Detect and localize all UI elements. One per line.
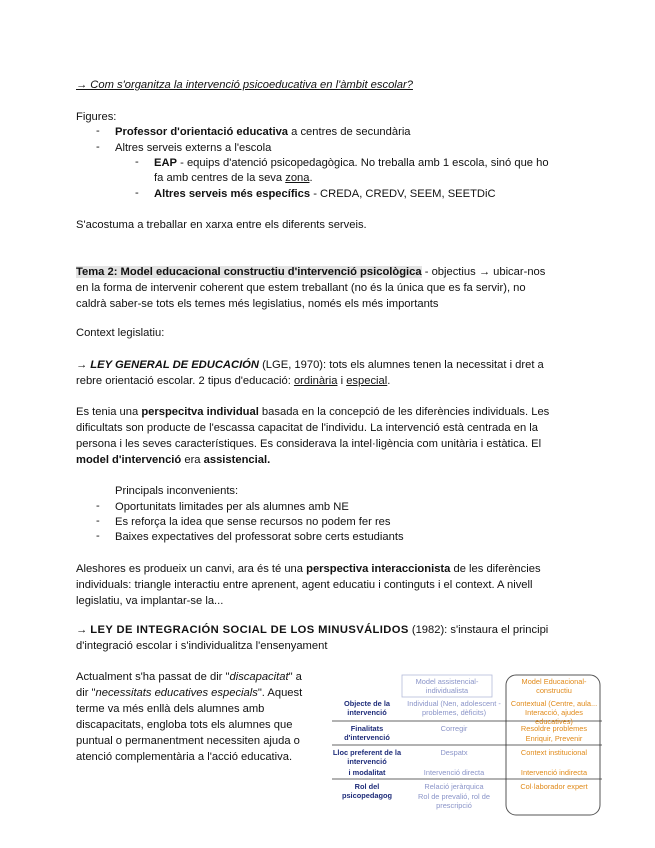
perspectiva-paragraph: Es tenia una perspecitva individual basada en la concepció de les diferències individuals. Les dificultats son producte de l'escassa capacitat de l'individu. La intervenció està centrada en la persona i les seves característiques. Es considerava la intel·ligència com unitària i estàtica. El model d'intervenció era assistencial. [76,406,550,466]
figure-item-2: Altres serveis externs a l'escola [115,142,272,154]
section-question: → Com s'organitza la intervenció psicoeducativa en l'àmbit escolar? [76,79,413,91]
figure-sub-eap-cont: fa amb centres de la seva zona. [154,172,313,184]
actual-paragraph: Actualment s'ha passat de dir "discapacitat" a dir "necessitats educatives especials". Aquest terme va més enllà dels alumnes amb discapacitats, engloba tots els alumnes que puntual o permanentment necessiten ajuda o atenció complementària a l'acció educativa. [76,671,303,763]
figures-label: Figures: [76,111,117,123]
inconvenient-item: Baixes expectatives del professorat sobre certs estudiants [115,531,404,543]
row-c1: Individual (Nen, adolescent - problemes, dèficits) [407,699,501,717]
context-label: Context legislatiu: [76,327,165,339]
row-c2: Contextual (Centre, aula... Interacció, ajudes educatives) [510,699,598,726]
figure-sub-altres: Altres serveis més específics - CREDA, CREDV, SEEM, SEETDiC [154,188,496,200]
row-c1: Relació jeràrquica [424,782,484,791]
row-label: Rol del psicopedagog [341,782,393,800]
lismi-paragraph: → LEY DE INTEGRACIÓN SOCIAL DE LOS MINUSVÁLIDOS (1982): s'instaura el principi d'integració escolar i s'individualitza l'ensenyament [76,624,549,652]
row-c1: Corregir [440,724,468,733]
bullet-dash: - [96,515,100,527]
inconvenient-item: Es reforça la idea que sense recursos no podem fer res [115,516,391,528]
row-c2: Enriquir, Prevenir [525,734,583,743]
row-c1: Despatx [440,748,468,757]
bullet-dash: - [135,187,139,199]
row-c2: Col·laborador expert [520,782,588,791]
canvi-paragraph: Aleshores es produeix un canvi, ara és té una perspectiva interaccionista de les diferències individuals: triangle interactiu entre aprenent, agent educatiu i continguts i el context. A nivell legislatiu, va implantar-se la... [76,563,541,607]
figure-item-1: Professor d'orientació educativa a centres de secundària [115,126,411,138]
bullet-dash: - [96,500,100,512]
inconvenients-title: Principals inconvenients: [115,485,239,497]
model-comparison-table [330,671,603,821]
row-label: Finalitats d'intervenció [344,724,390,742]
bullet-dash: - [135,156,139,168]
row-c1: Rol de prevalió, rol de prescripció [418,792,490,810]
bullet-dash: - [96,530,100,542]
tema-paragraph: Tema 2: Model educacional constructiu d'intervenció psicològica - objectius → ubicar-nos en la forma de intervenir coherent que estem treballant (no és la única que es fa servir), no caldrà saber-se tots els temes més legislatius, només els més importants [76,266,546,310]
bullet-dash: - [96,125,100,137]
network-text: S'acostuma a treballar en xarxa entre els diferents serveis. [76,219,367,231]
row-c2: Intervenció indirecta [520,768,588,777]
row-label: Lloc preferent de la intervenció [332,748,402,766]
row-label: i modalitat [348,768,386,777]
row-c1: Intervenció directa [423,768,485,777]
bullet-dash: - [96,141,100,153]
lge-paragraph: → LEY GENERAL DE EDUCACIÓN (LGE, 1970): tots els alumnes tenen la necessitat i dret a rebre orientació escolar. 2 tipus d'educació: ordinària i especial. [76,359,544,387]
row-c2: Context institucional [520,748,588,757]
figure-sub-eap: EAP - equips d'atenció psicopedagògica. No treballa amb 1 escola, sinó que ho [154,157,549,169]
inconvenient-item: Oportunitats limitades per als alumnes amb NE [115,501,349,513]
col2-header: Model Educacional-constructiu [521,677,587,695]
row-label: Objecte de la intervenció [343,699,390,717]
col1-header: Model assistencial-individualista [415,677,479,695]
row-c2: Resoldre problemes [520,724,588,733]
